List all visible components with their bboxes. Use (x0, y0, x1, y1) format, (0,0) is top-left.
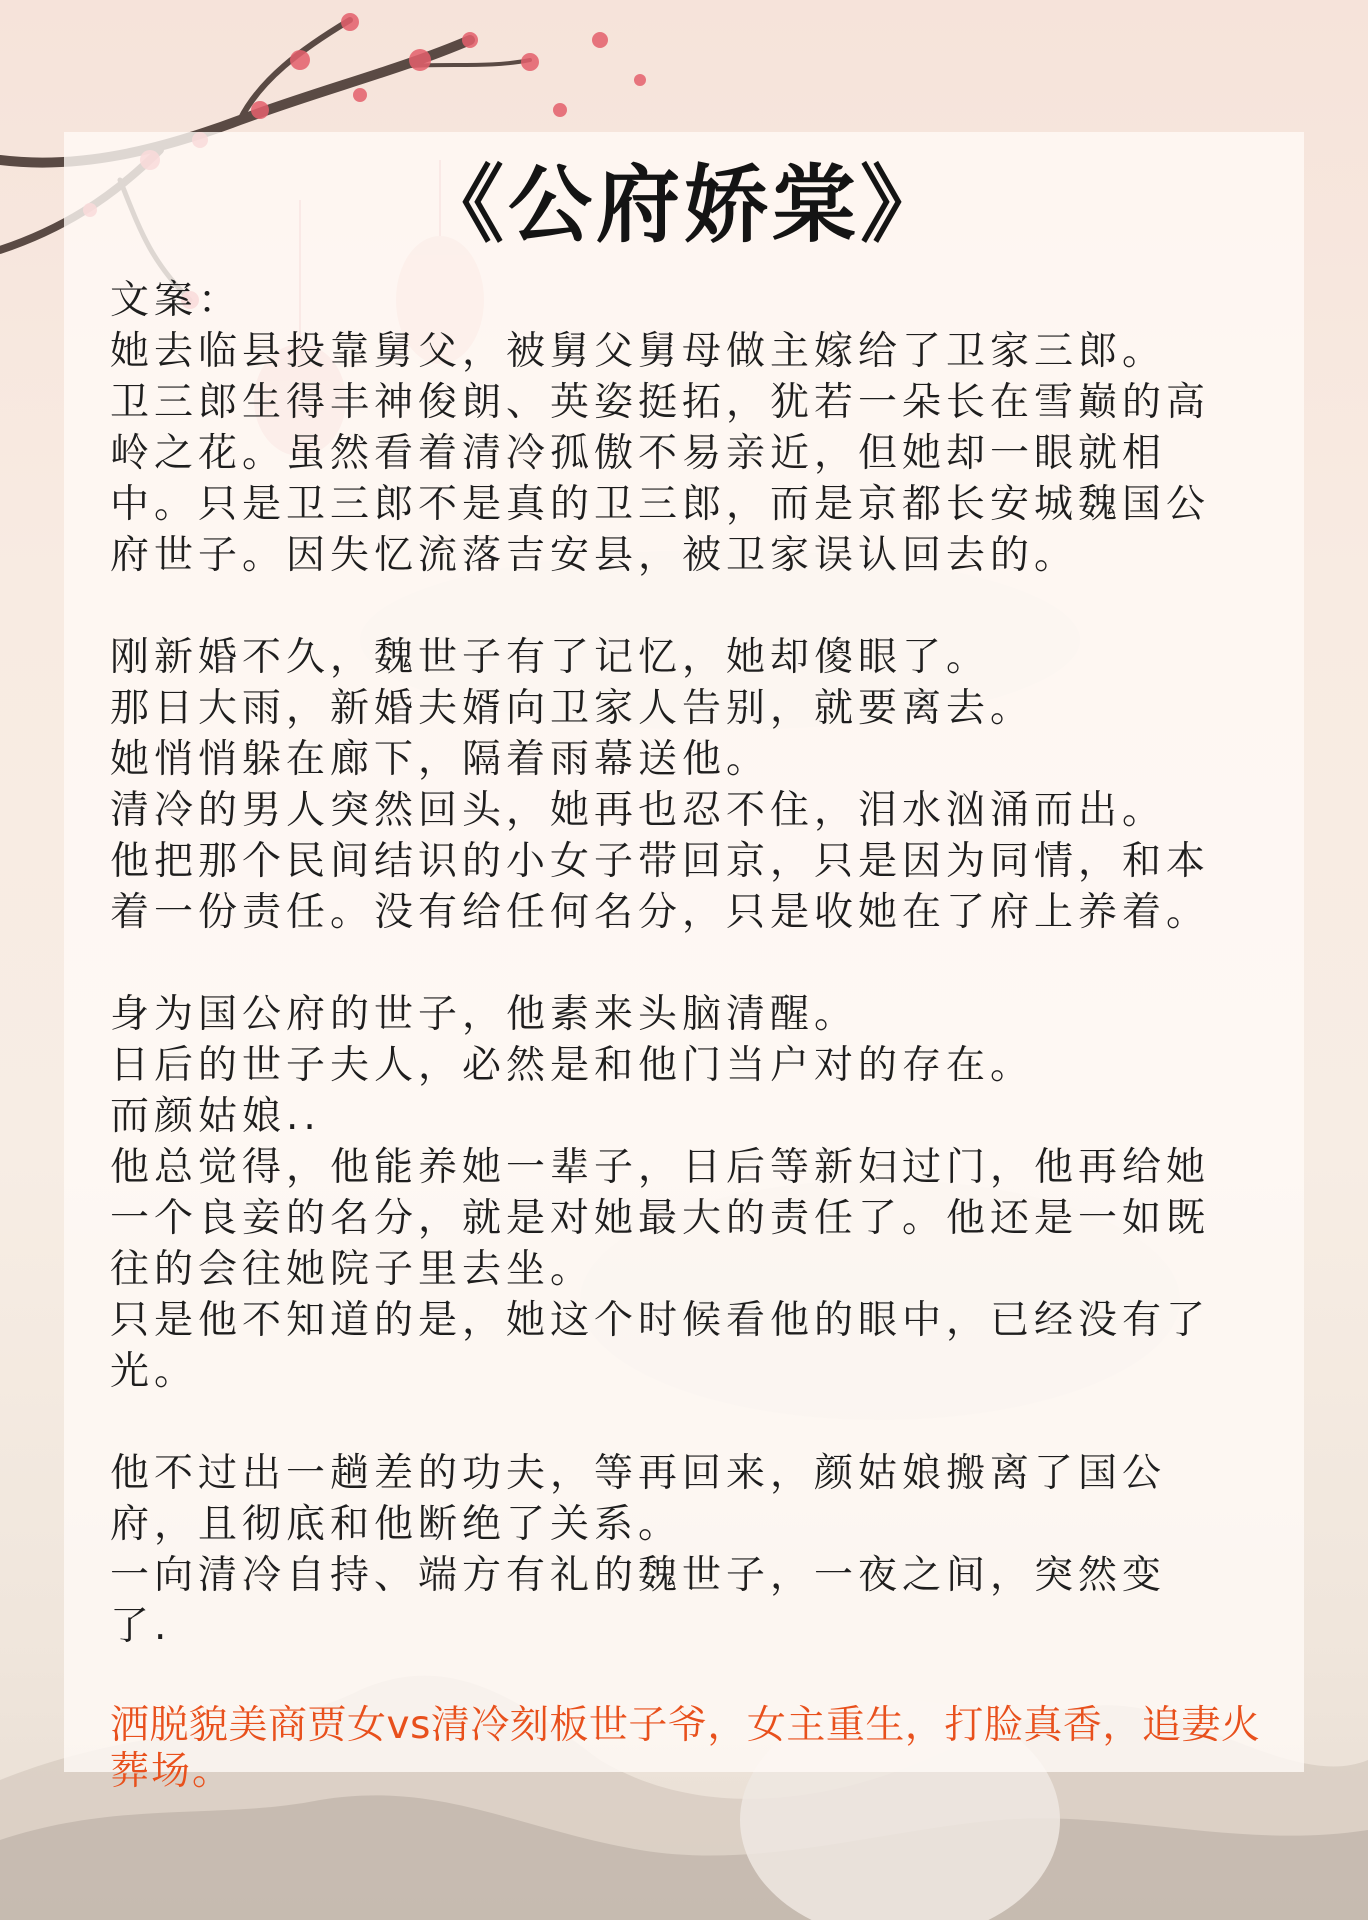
paragraph-gap (110, 581, 1270, 632)
text-line: 日后的世子夫人，必然是和他门当户对的存在。 (110, 1043, 1035, 1088)
synopsis-label: 文案： (110, 278, 243, 323)
highlight-line: 洒脱貌美商贾女vs清冷刻板世子爷，女主重生，打脸真香，追妻火 (110, 1703, 1261, 1748)
text-line: 只是他不知道的是，她这个时候看他的眼中，已经没有了 (110, 1298, 1211, 1343)
text-line: 那日大雨，新婚夫婿向卫家人告别，就要离去。 (110, 686, 1035, 731)
text-line: 了. (110, 1604, 172, 1649)
text-line: 卫三郎生得丰神俊朗、英姿挺拓，犹若一朵长在雪巅的高 (110, 380, 1211, 425)
text-line: 她去临县投靠舅父，被舅父舅母做主嫁给了卫家三郎。 (110, 329, 1167, 374)
text-line: 而颜姑娘.. (110, 1094, 321, 1139)
text-line: 一个良妾的名分，就是对她最大的责任了。他还是一如既 (110, 1196, 1211, 1241)
text-line: 岭之花。虽然看着清冷孤傲不易亲近，但她却一眼就相 (110, 431, 1167, 476)
synopsis (110, 275, 1270, 1795)
text-line: 她悄悄躲在廊下，隔着雨幕送他。 (110, 737, 771, 782)
text-line: 着一份责任。没有给任何名分，只是收她在了府上养着。 (110, 890, 1211, 935)
text-line: 府，且彻底和他断绝了关系。 (110, 1502, 683, 1547)
text-line: 中。只是卫三郎不是真的卫三郎，而是京都长安城魏国公 (110, 482, 1211, 527)
paragraph-gap (110, 1397, 1270, 1448)
text-line: 往的会往她院子里去坐。 (110, 1247, 595, 1292)
text-line: 府世子。因失忆流落吉安县，被卫家误认回去的。 (110, 533, 1079, 578)
text-line: 一向清冷自持、端方有礼的魏世子，一夜之间，突然变 (110, 1553, 1167, 1598)
text-line: 光。 (110, 1349, 199, 1394)
paragraph-gap (110, 1652, 1270, 1703)
highlight-line: 葬场。 (110, 1749, 234, 1794)
paragraph-gap (110, 938, 1270, 989)
text-line: 他不过出一趟差的功夫，等再回来，颜姑娘搬离了国公 (110, 1451, 1167, 1496)
text-line: 刚新婚不久，魏世子有了记忆，她却傻眼了。 (110, 635, 991, 680)
text-line: 清冷的男人突然回头，她再也忍不住，泪水汹涌而出。 (110, 788, 1167, 833)
text-line: 他把那个民间结识的小女子带回京，只是因为同情，和本 (110, 839, 1211, 884)
text-line: 他总觉得，他能养她一辈子，日后等新妇过门，他再给她 (110, 1145, 1211, 1190)
book-title: 《公府娇棠》 (419, 156, 948, 254)
text-line: 身为国公府的世子，他素来头脑清醒。 (110, 992, 859, 1037)
